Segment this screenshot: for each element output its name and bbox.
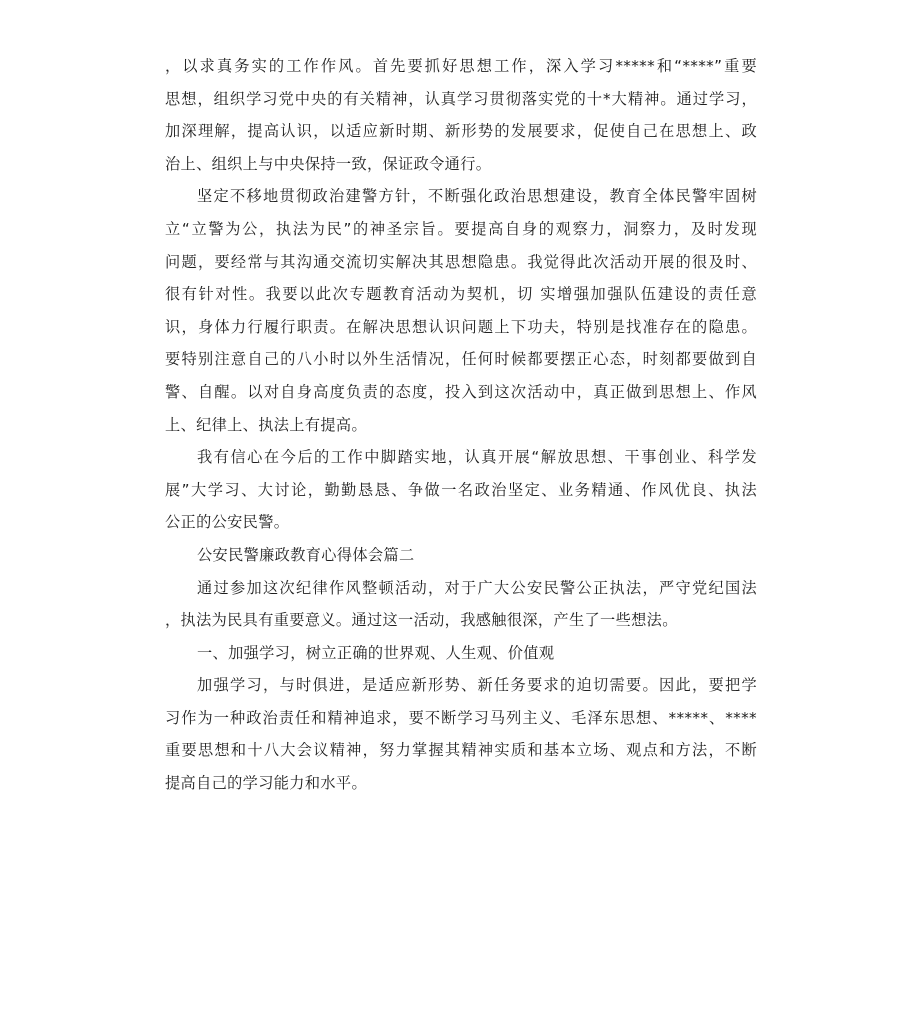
text-line: ，以求真务实的工作作风。首先要抓好思想工作，深入学习*****和“****”重要: [165, 57, 757, 75]
text-line: 加深理解，提高认识，以适应新时期、新形势的发展要求，促使自己在思想上、政: [165, 122, 757, 141]
text-line: 要特别注意自己的八小时以外生活情况，任何时候都要摆正心态，时刻都要做到自: [165, 350, 757, 369]
section-heading: [165, 539, 757, 572]
text-line: 思想，组织学习党中央的有关精神，认真学习贯彻落实党的十*大精神。通过学习，: [165, 89, 757, 108]
text-line: 问题，要经常与其沟通交流切实解决其思想隐患。我觉得此次活动开展的很及时、: [165, 252, 757, 271]
text-line: 识，身体力行履行职责。在解决思想认识问题上下功夫，特别是找准存在的隐患。: [165, 317, 757, 336]
heading-line: 公安民警廉政教育心得体会篇二: [197, 545, 415, 564]
text-line: 治上、组织上与中央保持一致，保证政令通行。: [165, 154, 492, 173]
text-line: 展”大学习、大讨论，勤勤恳恳、争做一名政治坚定、业务精通、作风优良、执法: [165, 480, 757, 499]
paragraph: [165, 50, 757, 180]
text-line: 加强学习，与时俱进，是适应新形势、新任务要求的迫切需要。因此，要把学: [197, 676, 757, 695]
text-line: 通过参加这次纪律作风整顿活动，对于广大公安民警公正执法，严守党纪国法: [197, 578, 757, 597]
text-line: 重要思想和十八大会议精神，努力掌握其精神实质和基本立场、观点和方法，不断: [165, 741, 757, 760]
paragraph: [165, 441, 757, 539]
text-line: 习作为一种政治责任和精神追求，要不断学习马列主义、毛泽东思想、*****、****: [165, 708, 757, 727]
subheading: [165, 637, 757, 670]
text-line: 立“立警为公，执法为民”的神圣宗旨。要提高自身的观察力，洞察力，及时发现: [165, 219, 757, 238]
text-line: 警、自醒。以对自身高度负责的态度，投入到这次活动中，真正做到思想上、作风: [165, 382, 757, 401]
text-line: 我有信心在今后的工作中脚踏实地，认真开展“解放思想、干事创业、科学发: [197, 448, 757, 467]
text-line: 公正的公安民警。: [165, 513, 290, 532]
text-line: ，执法为民具有重要意义。通过这一活动，我感触很深，产生了一些想法。: [165, 611, 678, 630]
paragraph: [165, 180, 757, 441]
text-line: 坚定不移地贯彻政治建警方针，不断强化政治思想建设，教育全体民警牢固树: [197, 187, 757, 206]
heading-line: 一、加强学习，树立正确的世界观、人生观、价值观: [197, 643, 555, 662]
document-page: [165, 50, 757, 800]
text-line: 提高自己的学习能力和水平。: [165, 774, 367, 793]
text-line: 很有针对性。我要以此次专题教育活动为契机，切 实增强加强队伍建设的责任意: [165, 285, 757, 304]
text-line: 上、纪律上、执法上有提高。: [165, 415, 367, 434]
paragraph: [165, 572, 757, 637]
paragraph: [165, 669, 757, 799]
